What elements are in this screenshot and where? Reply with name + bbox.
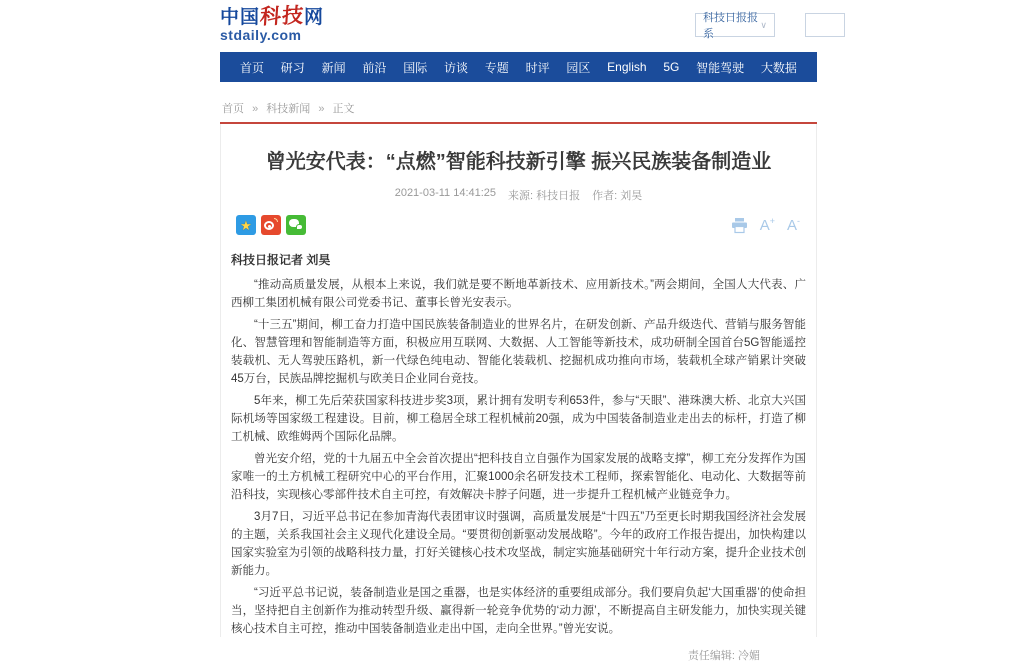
nav-item-international[interactable]: 国际 (403, 60, 428, 75)
nav-item-commentary[interactable]: 时评 (525, 60, 550, 75)
article-title: 曾光安代表：“点燃”智能科技新引擎 振兴民族装备制造业 (265, 151, 772, 173)
share-buttons (236, 215, 306, 235)
article-paragraph: 曾光安介绍，党的十九届五中全会首次提出“把科技自立自强作为国家发展的战略支撑”，柳工充分发挥作为国家唯一的土方机械工程研究中心的平台作用，汇聚1000余名研发技术工程师，探索智能化、电动化、大数据等前沿科技，实现核心零部件技术自主可控，有效解决卡脖子问题，进一步提升工程机械产业链竞争力。 (231, 453, 806, 501)
plus-sign: + (769, 215, 775, 226)
nav-item-interview[interactable]: 访谈 (443, 60, 468, 75)
site-header (220, 0, 817, 52)
minus-sign: - (797, 215, 800, 226)
article-meta (221, 187, 816, 203)
breadcrumb-separator-icon: » (318, 103, 325, 115)
chevron-down-icon: ∨ (760, 19, 767, 30)
logo-text-2: 科技 (259, 4, 305, 29)
article-datetime: 2021-03-11 14:41:25 (394, 187, 497, 199)
logo-text-1: 中国 (220, 7, 261, 28)
font-increase-button[interactable] (759, 215, 775, 234)
nav-item-big-data[interactable]: 大数据 (760, 60, 797, 75)
nav-item-home[interactable]: 首页 (240, 60, 265, 75)
logo-text-3: 网 (304, 7, 325, 28)
nav-item-5g[interactable]: 5G (663, 60, 680, 74)
printer-glyph (731, 218, 748, 233)
nav-item-smart-driving[interactable]: 智能驾驶 (696, 60, 745, 75)
article-paragraph: “推动高质量发展，从根本上来说，我们就是要不断地革新技术、应用新技术。”两会期间，全国人大代表、广西柳工集团机械有限公司党委书记、董事长曾光安表示。 (231, 279, 806, 309)
nav-item-special[interactable]: 专题 (484, 60, 509, 75)
chat-bubble-shape (296, 224, 303, 230)
text-tools (731, 215, 800, 234)
article-paragraph: “习近平总书记说，装备制造业是国之重器，也是实体经济的重要组成部分。我们要肩负起‘大国重器’的使命担当，坚持把自主创新作为推动转型升级、赢得新一轮竞争优势的‘动力源’，不断提高自主研发能力，加快实现关键核心技术自主可控，推动中国装备制造业走出中国，走向全世界。”曾光安说。 (231, 587, 806, 635)
article-author: 作者: 刘昊 (592, 190, 643, 202)
font-letter: A (759, 216, 770, 234)
editor-credit: 责任编辑: 冷媚 (687, 650, 760, 662)
weibo-share-icon[interactable] (261, 215, 281, 235)
page-content (220, 0, 817, 662)
wechat-share-icon[interactable] (286, 215, 306, 235)
article-paragraph: 3月7日，习近平总书记在参加青海代表团审议时强调，高质量发展是“十四五”乃至更长时期我国经济社会发展的主题，关系我国社会主义现代化建设全局。“要贯彻创新驱动发展战略”。今年的政府工作报告提出，加快构建以国家实验室为引领的战略科技力量，打好关键核心技术攻坚战，制定实施基础研究十年行动方案，提升企业技术创新能力。 (231, 511, 806, 577)
header-partial-box[interactable] (805, 13, 845, 37)
article-container (220, 124, 817, 662)
site-logo-cn (220, 6, 324, 28)
font-letter: A (786, 216, 797, 234)
article-paragraph: “十三五”期间，柳工奋力打造中国民族装备制造业的世界名片，在研发创新、产品升级迭代、营销与服务智能化、智慧管理和智能制造等方面，积极应用互联网、大数据、人工智能等新技术，成功研制全国首台5G智能遥控装载机、无人驾驶压路机，新一代绿色纯电动、智能化装载机、挖掘机成功推向市场，装载机全球产销累计突破45万台，民族品牌挖掘机与欧美日企业同台竞技。 (231, 319, 806, 385)
weibo-spark-shape (274, 218, 278, 222)
main-nav (220, 52, 817, 82)
nav-item-english[interactable]: English (607, 60, 647, 74)
breadcrumb-separator-icon: » (252, 103, 259, 115)
breadcrumb-section[interactable]: 科技新闻 (266, 103, 311, 115)
site-logo-domain: stdaily.com (220, 27, 302, 44)
article-body (221, 251, 816, 665)
breadcrumb-home[interactable]: 首页 (222, 103, 244, 115)
article-toolbar (221, 213, 816, 237)
star-icon: ★ (240, 217, 252, 233)
font-decrease-button[interactable] (786, 215, 800, 234)
nav-item-news[interactable]: 新闻 (321, 60, 346, 75)
article-paragraph: 5年来，柳工先后荣获国家科技进步奖3项，累计拥有发明专利653件，参与“天眼”、港珠澳大桥、北京大兴国际机场等国家级工程建设。目前，柳工稳居全球工程机械前20强，成为中国装备制造业走出去的标杆，打造了柳工机械、欧维姆两个国际化品牌。 (231, 395, 806, 443)
print-icon[interactable] (731, 218, 748, 233)
site-logo[interactable] (220, 0, 324, 43)
nav-item-yanxi[interactable]: 研习 (280, 60, 305, 75)
breadcrumb-current: 正文 (332, 103, 355, 115)
paper-series-dropdown[interactable] (695, 12, 775, 40)
qzone-share-icon[interactable] (236, 215, 256, 235)
nav-item-park[interactable]: 园区 (566, 60, 591, 75)
weibo-pupil-shape (268, 225, 271, 228)
nav-item-frontier[interactable]: 前沿 (362, 60, 387, 75)
article-byline: 科技日报记者 刘昊 (231, 253, 331, 267)
paper-series-dropdown-label: 科技日报报系 (703, 12, 758, 40)
breadcrumb (220, 82, 817, 122)
article-source: 来源: 科技日报 (508, 190, 581, 202)
